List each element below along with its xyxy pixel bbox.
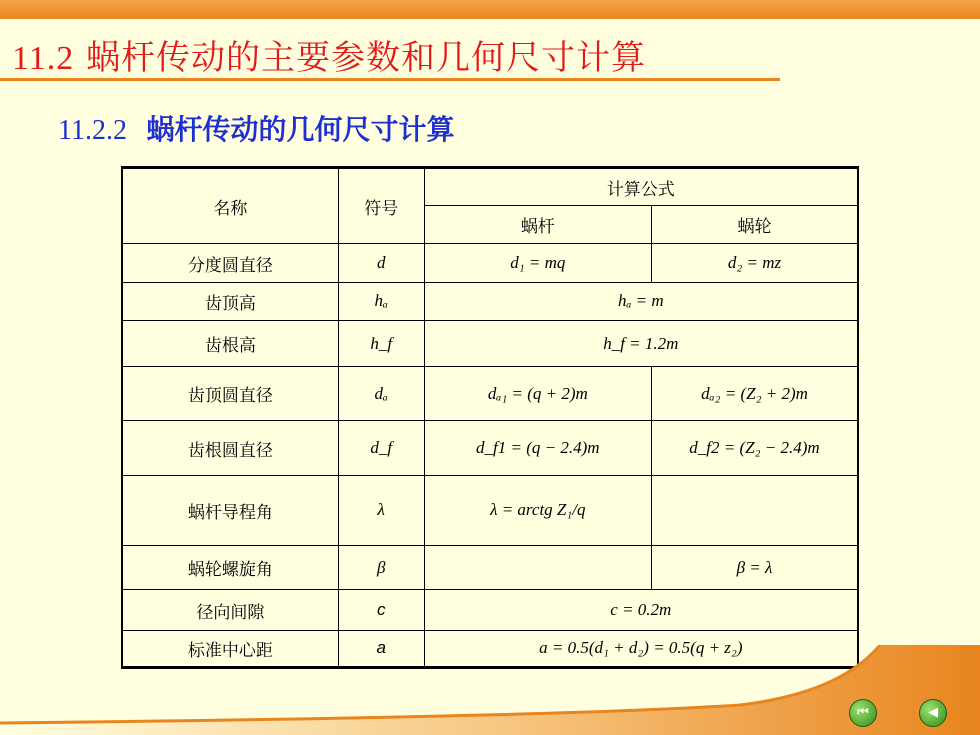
title-number: 11.2 (12, 40, 75, 77)
title-underline (0, 78, 780, 81)
row-symbol: hₐ (338, 282, 424, 320)
row-worm-formula: d₁ = mq (424, 244, 651, 282)
row-wheel-formula: d₂ = mz (652, 244, 859, 282)
row-wheel-formula: β = λ (652, 546, 859, 590)
row-worm-formula: dₐ₁ = (q + 2)m (424, 367, 651, 421)
row-worm-formula: λ = arctg Z₁/q (424, 475, 651, 545)
table-row (122, 367, 858, 421)
parameter-table (121, 166, 859, 669)
table-row (122, 475, 858, 545)
row-name: 蜗杆导程角 (122, 475, 338, 545)
header-wheel: 蜗轮 (652, 206, 859, 244)
table-row (122, 421, 858, 475)
row-wheel-formula (652, 475, 859, 545)
row-shared-formula: c = 0.2m (424, 590, 858, 630)
title-text: 蜗杆传动的主要参数和几何尺寸计算 (86, 38, 647, 78)
table-row (122, 546, 858, 590)
footer-swoosh (0, 645, 980, 735)
row-symbol: dₐ (338, 367, 424, 421)
row-name: 齿根高 (122, 320, 338, 366)
row-worm-formula: d_f1 = (q − 2.4)m (424, 421, 651, 475)
page-title (12, 30, 646, 79)
table-row (122, 282, 858, 320)
row-name: 齿顶高 (122, 282, 338, 320)
row-symbol: β (338, 546, 424, 590)
row-wheel-formula: dₐ₂ = (Z₂ + 2)m (652, 367, 859, 421)
top-bar (0, 0, 980, 19)
row-wheel-formula: d_f2 = (Z₂ − 2.4)m (652, 421, 859, 475)
subtitle-text: 蜗杆传动的几何尺寸计算 (146, 113, 455, 146)
row-name: 分度圆直径 (122, 244, 338, 282)
row-symbol: d (338, 244, 424, 282)
row-shared-formula: hₐ = m (424, 282, 858, 320)
table-row (122, 244, 858, 282)
previous-slide-button[interactable]: ◀ (919, 699, 947, 727)
row-symbol: h_f (338, 320, 424, 366)
row-symbol: a (338, 630, 424, 667)
subtitle-number: 11.2.2 (58, 115, 127, 146)
header-name: 名称 (122, 168, 338, 244)
row-name: 标准中心距 (122, 630, 338, 667)
section-subtitle (58, 108, 454, 148)
row-shared-formula: h_f = 1.2m (424, 320, 858, 366)
row-symbol: d_f (338, 421, 424, 475)
table-row (122, 590, 858, 630)
header-worm: 蜗杆 (424, 206, 651, 244)
row-shared-formula: a = 0.5(d₁ + d₂) = 0.5(q + z₂) (424, 630, 858, 667)
header-symbol: 符号 (338, 168, 424, 244)
row-worm-formula (424, 546, 651, 590)
row-name: 齿顶圆直径 (122, 367, 338, 421)
row-name: 径向间隙 (122, 590, 338, 630)
row-symbol: λ (338, 475, 424, 545)
table-row (122, 320, 858, 366)
header-formula: 计算公式 (424, 168, 858, 206)
row-symbol: c (338, 590, 424, 630)
first-slide-button[interactable]: ⏮ (849, 699, 877, 727)
row-name: 蜗轮螺旋角 (122, 546, 338, 590)
row-name: 齿根圆直径 (122, 421, 338, 475)
